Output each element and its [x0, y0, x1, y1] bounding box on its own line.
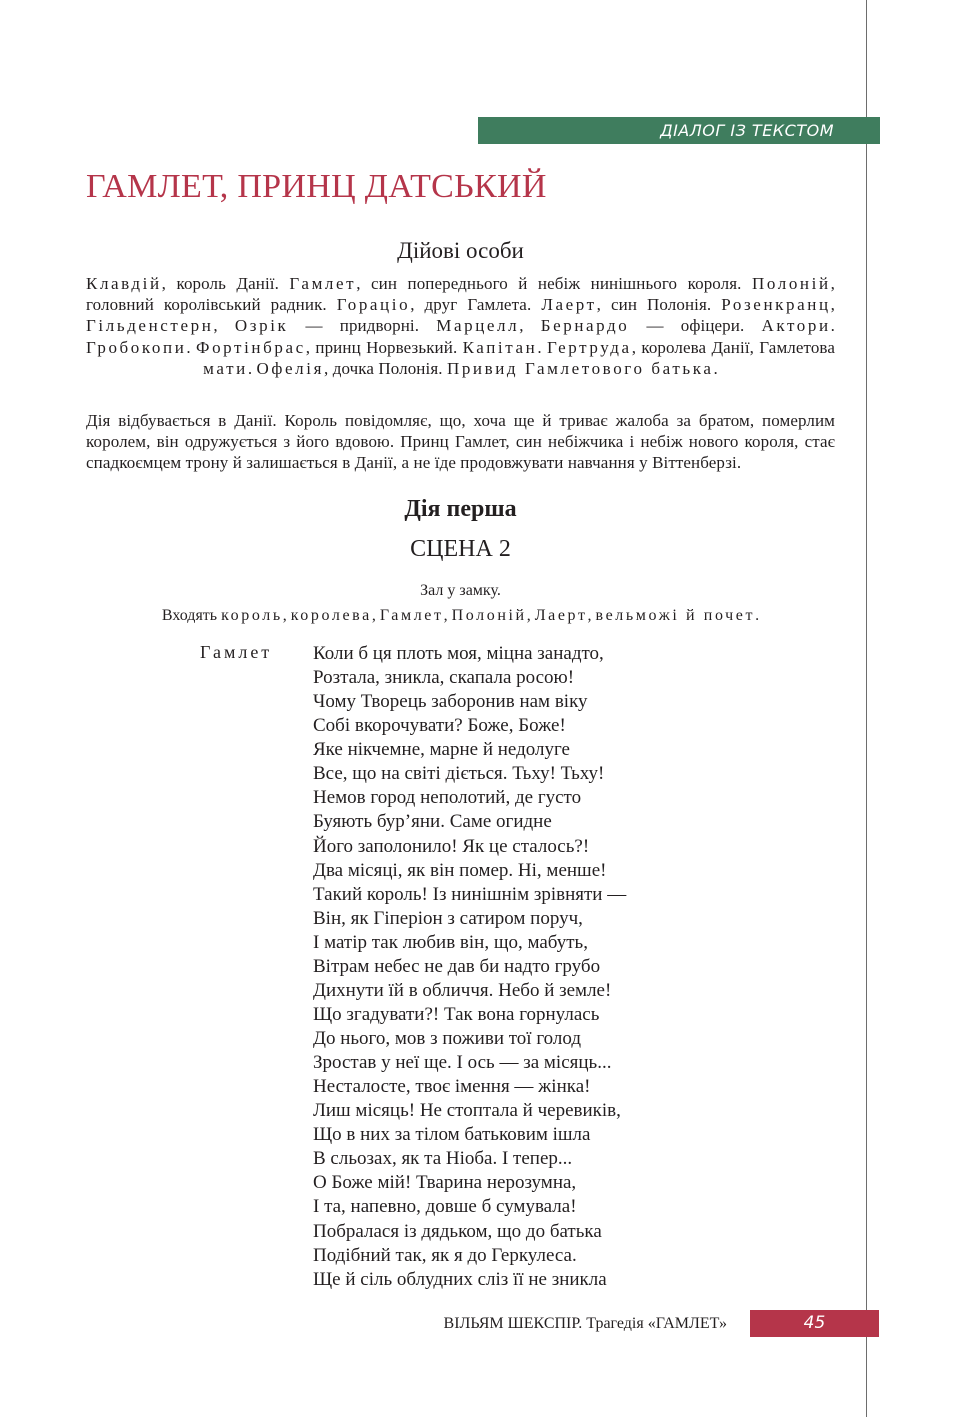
- entrance-name: Полоній: [451, 607, 527, 624]
- entrance-separator: ,: [371, 607, 380, 624]
- cast-description: , друг Гамлета.: [410, 295, 542, 315]
- page-number: 45: [750, 1310, 879, 1337]
- cast-name: Розенкранц: [721, 295, 831, 315]
- entrance-separator: ,: [587, 607, 596, 624]
- cast-description: ,: [519, 316, 541, 336]
- verse-line: Подібний так, як я до Геркулеса.: [313, 1244, 577, 1266]
- entrance-name: королева: [290, 607, 372, 624]
- cast-name: Привид Гамлетового батька: [446, 358, 714, 378]
- verse-line: Його заполонило! Як це сталось?!: [313, 835, 590, 857]
- cast-name: Гораціо: [336, 295, 411, 315]
- verse-lines: [313, 642, 626, 1292]
- verse-line: Лиш місяць! Не стоптала й черевиків,: [313, 1100, 621, 1122]
- cast-description: ,: [213, 316, 235, 336]
- verse-line: Вітрам небес не дав би надто грубо: [313, 955, 601, 977]
- entrance-separator: ,: [282, 607, 291, 624]
- verse-line: В сльозах, як та Ніоба. І тепер...: [313, 1148, 573, 1170]
- verse-line: Що згадувати?! Так вона горнулась: [313, 1003, 600, 1025]
- entrance-separator: .: [755, 607, 760, 624]
- cast-description: , дочка Полонія.: [324, 358, 447, 378]
- entrance-separator: ,: [443, 607, 452, 624]
- stage-setting: Зал у замку.: [420, 582, 501, 599]
- cast-name: Гамлет: [289, 274, 357, 293]
- entrance-separator: ,: [526, 607, 535, 624]
- cast-description: ,: [830, 295, 836, 315]
- cast-description: .: [186, 337, 197, 357]
- cast-description: , головний королівський радник.: [86, 274, 835, 315]
- cast-name: Озрік: [234, 316, 289, 336]
- cast-description: .: [537, 337, 547, 357]
- cast-name: Гробокопи: [86, 337, 187, 357]
- cast-description: — придворні.: [288, 316, 437, 336]
- cast-description: , королева Данії, Гамлетова: [631, 337, 835, 357]
- page-edge-line: [866, 0, 867, 1417]
- act-heading: Дія перша: [404, 496, 517, 522]
- verse-line: Собі вкорочувати? Боже, Боже!: [313, 715, 566, 737]
- verse-line: І та, напевно, довше б сумувала!: [313, 1196, 577, 1218]
- verse-line: Розтала, зникла, скапала росою!: [313, 667, 575, 689]
- verse-line: Все, що на світі діється. Тьху! Тьху!: [313, 763, 605, 785]
- verse-line: Ще й сіль облудних сліз її не зникла: [313, 1268, 607, 1290]
- footer-credit: ВІЛЬЯМ ШЕКСПІР. Трагедія «ГАМЛЕТ»: [443, 1315, 727, 1332]
- cast-name: Марцелл: [436, 316, 520, 336]
- verse-line: Яке нікчемне, марне й недолуге: [313, 739, 570, 761]
- scene-heading: СЦЕНА 2: [410, 536, 511, 562]
- page-title: ГАМЛЕТ, ПРИНЦ ДАТСЬКИЙ: [86, 168, 547, 205]
- cast-description: , король Данії.: [161, 274, 290, 293]
- cast-description: .: [713, 358, 718, 378]
- entrance-name: Лаерт: [534, 607, 588, 624]
- cast-description: — офіцери.: [629, 316, 762, 336]
- verse-line: Він, як Гіперіон з сатиром поруч,: [313, 907, 583, 929]
- verse-line: Два місяці, як він помер. Ні, менше!: [313, 859, 607, 881]
- cast-name: Лаерт: [541, 295, 597, 315]
- cast-heading: Дійові особи: [397, 238, 524, 263]
- cast-name: Офелія: [256, 358, 324, 378]
- cast-description: , син Полонія.: [596, 295, 722, 315]
- verse-line: Зростав у неї ще. І ось — за місяць...: [313, 1052, 612, 1074]
- plot-summary: Дія відбувається в Данії. Король повідомляє, що, хоча ще й триває жалоба за братом, померлим королем, він одружується з його вдовою. Принц Гамлет, син небіжчика і небіж нового короля, стає спадкоємцем трону й залишається в Данії, а не їде продовжувати навчання у Віттенберзі.: [86, 411, 835, 473]
- verse-line: Буяють бур’яни. Саме огидне: [313, 811, 552, 833]
- cast-name: Клавдій: [86, 274, 162, 293]
- cast-description: .: [247, 358, 257, 378]
- cast-description: , принц Норвезький.: [305, 337, 463, 357]
- cast-name: Фортінбрас: [196, 337, 306, 357]
- cast-name: мати: [203, 358, 248, 378]
- verse-line: Побралася із дядьком, що до батька: [313, 1220, 602, 1242]
- entrance-name: король: [221, 607, 283, 624]
- verse-line: Несталосте, твоє імення — жінка!: [313, 1076, 591, 1098]
- cast-name: Гертруда: [546, 337, 632, 357]
- cast-name: Бернардо: [540, 316, 630, 336]
- cast-description: .: [830, 316, 836, 336]
- entrance-prefix: Входять: [161, 607, 222, 624]
- cast-list: [86, 273, 835, 379]
- speaker-name: Гамлет: [200, 642, 273, 662]
- stage-direction-entrance: [86, 607, 835, 625]
- verse-line: І матір так любив він, що, мабуть,: [313, 931, 588, 953]
- verse-line: Чому Творець заборонив нам віку: [313, 691, 588, 713]
- verse-line: Що в них за тілом батьковим ішла: [313, 1124, 591, 1146]
- verse-line: Такий король! Із нинішнім зрівняти —: [313, 883, 627, 905]
- section-banner: ДІАЛОГ ІЗ ТЕКСТОМ: [478, 117, 880, 144]
- verse-line: Немов город неполотий, де густо: [313, 787, 582, 809]
- cast-name: Капітан: [462, 337, 538, 357]
- entrance-name: Гамлет: [379, 607, 444, 624]
- entrance-name: вельможі й почет: [595, 607, 756, 624]
- cast-name: Полоній: [751, 274, 831, 293]
- cast-description: , син попереднього й небіж нинішнього короля.: [356, 274, 752, 293]
- cast-name: Актори: [761, 316, 831, 336]
- verse-line: Коли б ця плоть моя, міцна занадто,: [313, 643, 604, 664]
- verse-line: О Боже мій! Тварина нерозумна,: [313, 1172, 577, 1194]
- verse-line: Дихнути їй в обличчя. Небо й земле!: [313, 979, 612, 1001]
- cast-name: Гільденстерн: [86, 316, 214, 336]
- verse-line: До нього, мов з поживи тої голод: [313, 1028, 581, 1049]
